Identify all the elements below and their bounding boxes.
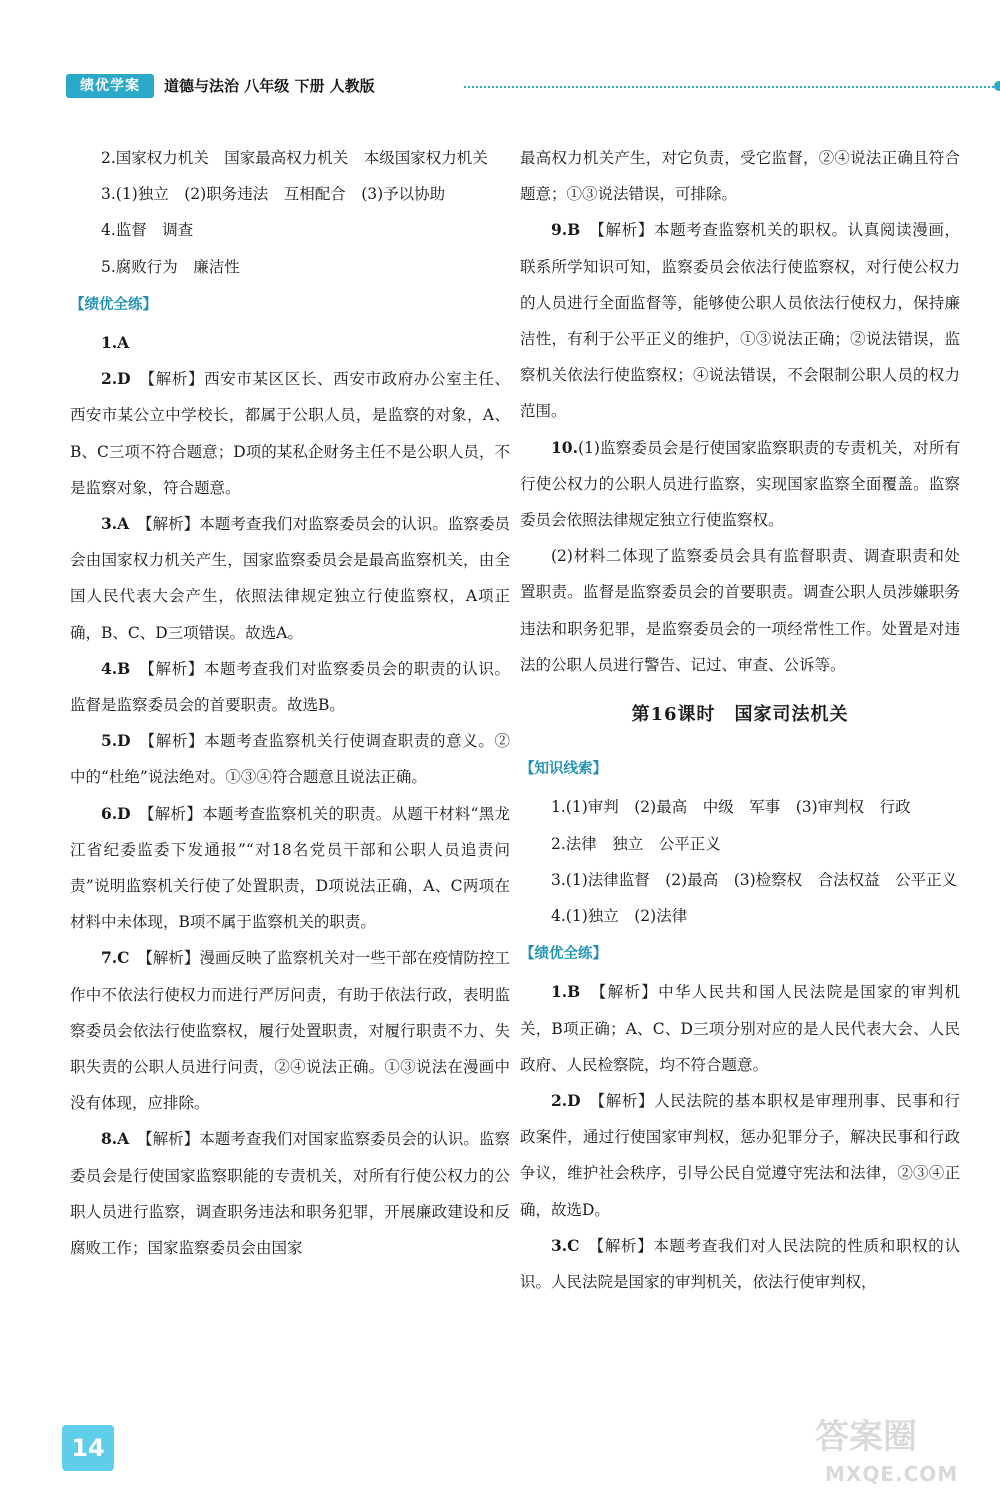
answer-9 [520,212,960,429]
answer-7-key: 7.C [101,948,130,968]
page-number: 14 [62,1425,114,1471]
left-column [70,140,510,1266]
knowledge-item-5: 5.腐败行为 廉洁性 [101,257,240,276]
section-tag-practice: 【绩优全练】 [70,296,157,313]
answer-1-key: 1.A [101,333,130,353]
answer-1 [70,325,510,361]
watermark-logo: 答案圈 [815,1417,917,1457]
brand-logo: 绩优学案 [66,74,154,98]
answer-8-key: 8.A [101,1129,130,1149]
answer-2-key: 2.D [101,369,131,389]
header-dot [994,81,1000,91]
lesson16-answer-3-text: 【解析】本题考查我们对人民法院的性质和职权的认识。人民法院是国家的审判机关，依法行使审判权， [520,1236,960,1292]
watermark-url: MXQE.COM [825,1462,959,1486]
answer-2 [70,361,510,506]
answer-10 [520,430,960,539]
lesson16-answer-2-text: 【解析】人民法院的基本职权是审理刑事、民事和行政案件，通过行使国家审判权，惩办犯罪分子，解决民事和行政争议，维护社会秩序，引导公民自觉遵守宪法和法律，②③④正确，故选D。 [520,1092,960,1219]
answer-9-text: 【解析】本题考查监察机关的职权。认真阅读漫画，联系所学知识可知，监察委员会依法行使监察权，对行使公权力的人员进行全面监督等，能够使公职人员依法行使权力，保持廉洁性，有利于公平正义的维护，①③说法正确；②说法错误，监察机关依法行使监察权；④说法错误，不会限制公职人员的权力范围。 [520,221,960,421]
lesson16-answer-2 [520,1083,960,1228]
answer-7-text: 【解析】漫画反映了监察机关对一些干部在疫情防控工作中不依法行使权力而进行严厉问责，有助于依法行政，表明监察委员会依法行使监察权，履行处置职责，对履行职责不力、失职失责的公职人员进行问责，②④说法正确。①③说法在漫画中没有体现，应排除。 [70,949,510,1113]
answer-6-key: 6.D [101,803,131,823]
answer-9-key: 9.B [551,220,581,240]
answer-5-key: 5.D [101,731,131,751]
lesson16-knowledge-2: 2.法律 独立 公平正义 [551,834,721,853]
answer-3-text: 【解析】本题考查我们对监察委员会的认识。监察委员会由国家权力机关产生，国家监察委员会是最高监察机关，由全国人民代表大会产生，依照法律规定独立行使监察权，A项正确，B、C、D三项错误。故选A。 [70,515,510,642]
lesson16-answer-3-key: 3.C [551,1235,580,1255]
lesson16-answer-1 [520,974,960,1083]
lesson16-answer-1-text: 【解析】中华人民共和国人民法院是国家的审判机关，B项正确；A、C、D三项分别对应的是人民代表大会、人民政府、人民检察院，均不符合题意。 [520,983,960,1074]
answer-7 [70,940,510,1121]
lesson16-knowledge-3: 3.(1)法律监督 (2)最高 (3)检察权 合法权益 公平正义 [551,870,958,889]
answer-2-text: 【解析】西安市某区区长、西安市政府办公室主任、西安市某公立中学校长，都属于公职人员，是监察的对象，A、B、C三项不符合题意；D项的某私企财务主任不是公职人员，不是监察对象，符合题意。 [70,370,510,497]
header-title: 道德与法治 八年级 下册 人教版 [164,77,375,95]
header-divider [464,86,994,88]
answer-4-key: 4.B [101,658,131,678]
page-header [66,74,946,102]
section-tag-practice-2: 【绩优全练】 [520,946,607,963]
answer-4-text: 【解析】本题考查我们对监察委员会的职责的认识。监督是监察委员会的首要职责。故选B。 [70,659,510,715]
lesson-title: 第16课时 国家司法机关 [631,704,849,726]
answer-3 [70,506,510,651]
knowledge-item-2: 2.国家权力机关 国家最高权力机关 本级国家权力机关 [101,149,488,167]
knowledge-item-3: 3.(1)独立 (2)职务违法 互相配合 (3)予以协助 [101,185,446,204]
answer-6 [70,796,510,941]
answer-4 [70,651,510,723]
answer-5 [70,723,510,795]
answer-10-key: 10. [551,437,578,457]
lesson16-answer-3 [520,1228,960,1300]
answer-5-text: 【解析】本题考查监察机关行使调查职责的意义。②中的“杜绝”说法绝对。①③④符合题意且说法正确。 [70,732,510,787]
section-tag-knowledge: 【知识线索】 [520,761,607,778]
answer-8-text: 【解析】本题考查我们对国家监察委员会的认识。监察委员会是行使国家监察职能的专责机关，对所有行使公权力的公职人员进行监察，调查职务违法和职务犯罪，开展廉政建设和反腐败工作；国家监察委员会由国家 [70,1130,510,1258]
lesson16-answer-2-key: 2.D [551,1091,581,1111]
answer-3-key: 3.A [101,514,130,534]
answer-8 [70,1121,510,1266]
knowledge-item-4: 4.监督 调查 [101,221,194,240]
answer-10-part2: (2)材料二体现了监察委员会具有监督职责、调查职责和处置职责。监督是监察委员会的首要职责。调查公职人员涉嫌职务违法和职务犯罪，是监察委员会的一项经常性工作。处置是对违法的公职人员进行警告、记过、审查、公诉等。 [520,547,960,674]
answer-10-part1: (1)监察委员会是行使国家监察职责的专责机关，对所有行使公权力的公职人员进行监察，实现国家监察全面覆盖。监察委员会依照法律规定独立行使监察权。 [520,438,960,530]
lesson16-knowledge-4: 4.(1)独立 (2)法律 [551,907,688,926]
right-column [520,140,960,1300]
answer-8-continued: 最高权力机关产生，对它负责，受它监督，②④说法正确且符合题意；①③说法错误，可排除。 [520,149,960,204]
lesson16-answer-1-key: 1.B [551,982,581,1002]
answer-6-text: 【解析】本题考查监察机关的职责。从题干材料“黑龙江省纪委监委下发通报”“对18名党员干部和公职人员追责问责”说明监察机关行使了处置职责，D项说法正确，A、C两项在材料中未体现，B项不属于监察机关的职责。 [70,804,510,932]
lesson16-knowledge-1: 1.(1)审判 (2)最高 中级 军事 (3)审判权 行政 [551,798,911,817]
